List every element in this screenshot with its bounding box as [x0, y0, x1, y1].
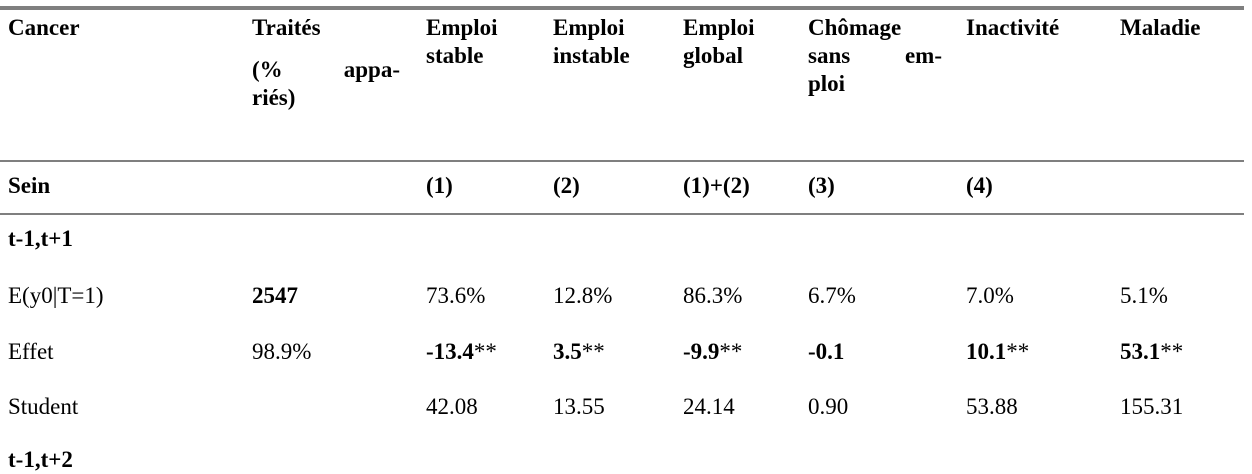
cell-inactivite: 7.0% [966, 283, 1014, 308]
significance-stars: ** [581, 339, 605, 364]
header-emploi-global-line1: Emploi [683, 15, 755, 40]
significance-stars: ** [719, 339, 743, 364]
header-emploi-stable [426, 14, 498, 70]
significance-stars: ** [1006, 339, 1030, 364]
header-emploi-global [683, 14, 755, 70]
header-chomage-line3: ploi [808, 71, 846, 96]
cell-chomage: 0.90 [808, 394, 849, 419]
header-emploi-instable-line1: Emploi [553, 15, 625, 40]
cell-value: -9.9 [683, 339, 720, 364]
header-inactivite: Inactivité [966, 15, 1060, 40]
cell-emploi-global: 24.14 [683, 394, 735, 419]
row-label: Effet [8, 339, 54, 364]
cell-chomage: -0.1 [808, 339, 845, 364]
cell-chomage: 6.7% [808, 283, 856, 308]
header-chomage [808, 14, 942, 98]
cell-value: -13.4 [426, 339, 474, 364]
cell-emploi-stable: 42.08 [426, 394, 478, 419]
cell-value: 10.1 [966, 339, 1007, 364]
cell-emploi-stable: 73.6% [426, 283, 486, 308]
header-emploi-instable [553, 14, 630, 70]
header-chomage-line2a: sans [808, 43, 851, 68]
row-label: E(y0|T=1) [8, 283, 104, 308]
cell-emploi-global: 86.3% [683, 283, 743, 308]
header-chomage-line2 [808, 42, 942, 70]
header-emploi-stable-line1: Emploi [426, 15, 498, 40]
cell-value: 3.5 [553, 339, 582, 364]
cell-traites: 98.9% [252, 339, 312, 364]
cell-emploi-instable [553, 338, 605, 366]
header-traites-line2 [252, 56, 400, 84]
subheader-col5: (4) [966, 173, 993, 198]
subheader-col3: (1)+(2) [683, 173, 750, 198]
header-traites-line1: Traités [252, 15, 321, 40]
header-emploi-global-line2: global [683, 43, 744, 68]
subheader-bottom-rule [0, 213, 1244, 215]
cell-emploi-global [683, 338, 742, 366]
header-emploi-stable-line2: stable [426, 43, 484, 68]
header-chomage-line1: Chômage [808, 15, 902, 40]
subheader-col1: (1) [426, 173, 453, 198]
header-chomage-line2b: em- [904, 43, 942, 68]
cell-maladie: 155.31 [1120, 394, 1184, 419]
row-label: Student [8, 394, 79, 419]
subheader-sein: Sein [8, 173, 51, 198]
cell-emploi-instable: 12.8% [553, 283, 613, 308]
header-bottom-rule [0, 160, 1244, 162]
subheader-col4: (3) [808, 173, 835, 198]
table-top-rule [0, 6, 1244, 10]
header-cancer: Cancer [8, 15, 80, 40]
section-title-t2: t-1,t+2 [8, 447, 73, 472]
header-maladie: Maladie [1120, 15, 1201, 40]
cell-emploi-stable [426, 338, 497, 366]
header-emploi-instable-line2: instable [553, 43, 630, 68]
cell-maladie: 5.1% [1120, 283, 1168, 308]
subheader-col2: (2) [553, 173, 580, 198]
header-traites [252, 14, 400, 112]
header-traites-line2a: (% [252, 57, 283, 82]
cell-maladie [1120, 338, 1183, 366]
cell-emploi-instable: 13.55 [553, 394, 605, 419]
cell-inactivite: 53.88 [966, 394, 1018, 419]
header-traites-line2b: appa- [343, 57, 400, 82]
cell-value: 53.1 [1120, 339, 1161, 364]
significance-stars: ** [473, 339, 497, 364]
section-title-t1: t-1,t+1 [8, 226, 73, 251]
significance-stars: ** [1160, 339, 1184, 364]
cell-traites: 2547 [252, 283, 298, 308]
cell-inactivite [966, 338, 1029, 366]
header-traites-line3: riés) [252, 85, 296, 110]
